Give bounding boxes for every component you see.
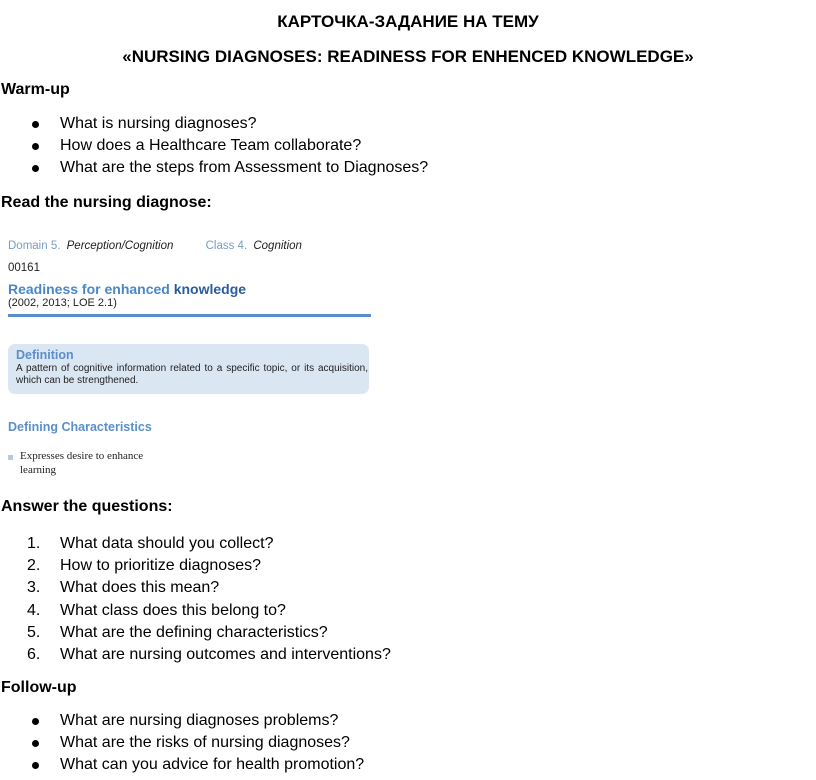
diagnosis-code: 00161: [8, 262, 40, 274]
definition-text: A pattern of cognitive information related to a specific topic, or its acquisition, which can be strengthened.: [16, 363, 368, 386]
domain-class-row: [8, 240, 302, 252]
divider: [8, 314, 371, 317]
list-number: 2.: [27, 557, 41, 575]
class-value: Cognition: [253, 240, 302, 252]
followup-list: [0, 710, 364, 777]
warmup-heading: Warm-up: [1, 81, 70, 98]
list-item: 5. What are the defining characteristics?: [0, 622, 391, 644]
bullet-icon: [32, 740, 39, 747]
list-number: 4.: [27, 601, 41, 619]
read-heading: Read the nursing diagnose:: [1, 194, 212, 211]
answer-heading: Answer the questions:: [1, 498, 173, 515]
list-item: 1. What data should you collect?: [0, 533, 391, 555]
domain-value: Perception/Cognition: [66, 240, 174, 252]
list-item: What are the steps from Assessment to Diagnoses?: [0, 157, 428, 179]
bullet-icon: [32, 165, 39, 172]
card-title-line1: КАРТОЧКА-ЗАДАНИЕ НА ТЕМУ: [277, 12, 539, 31]
card-title-line2: «NURSING DIAGNOSES: READINESS FOR ENHENCED KNOWLEDGE»: [122, 47, 694, 66]
answer-list: [0, 533, 391, 666]
bullet-icon: [32, 762, 39, 769]
diagnosis-name: Readiness for enhanced knowledge: [8, 281, 247, 297]
square-bullet-icon: [8, 455, 13, 460]
list-item: What are nursing diagnoses problems?: [0, 710, 364, 732]
defining-characteristic-item: Expresses desire to enhance learning: [20, 450, 144, 476]
list-item: 2. How to prioritize diagnoses?: [0, 555, 391, 577]
list-number: 3.: [27, 579, 41, 597]
domain-label: Domain 5.: [8, 240, 61, 252]
nursing-diagnosis-card: [8, 236, 373, 482]
list-number: 1.: [27, 535, 41, 552]
followup-heading: Follow-up: [1, 679, 77, 696]
bullet-icon: [32, 143, 39, 150]
list-item: What can you advice for health promotion?: [0, 754, 364, 776]
list-item: What are the risks of nursing diagnoses?: [0, 732, 364, 754]
definition-box: [8, 344, 369, 394]
definition-title: Definition: [16, 348, 74, 362]
list-number: 6.: [27, 645, 41, 663]
list-item: How does a Healthcare Team collaborate?: [0, 135, 428, 157]
defining-characteristics-title: Defining Characteristics: [8, 420, 152, 434]
list-item: What is nursing diagnoses?: [0, 113, 428, 135]
diagnosis-years: (2002, 2013; LOE 2.1): [8, 297, 117, 309]
class-label: Class 4.: [205, 240, 248, 252]
bullet-icon: [32, 718, 39, 725]
list-item: 3. What does this mean?: [0, 577, 391, 599]
bullet-icon: [32, 121, 39, 128]
list-item: 4. What class does this belong to?: [0, 600, 391, 622]
list-number: 5.: [27, 623, 41, 641]
warmup-list: [0, 113, 428, 180]
list-item: 6. What are nursing outcomes and interventions?: [0, 644, 391, 666]
